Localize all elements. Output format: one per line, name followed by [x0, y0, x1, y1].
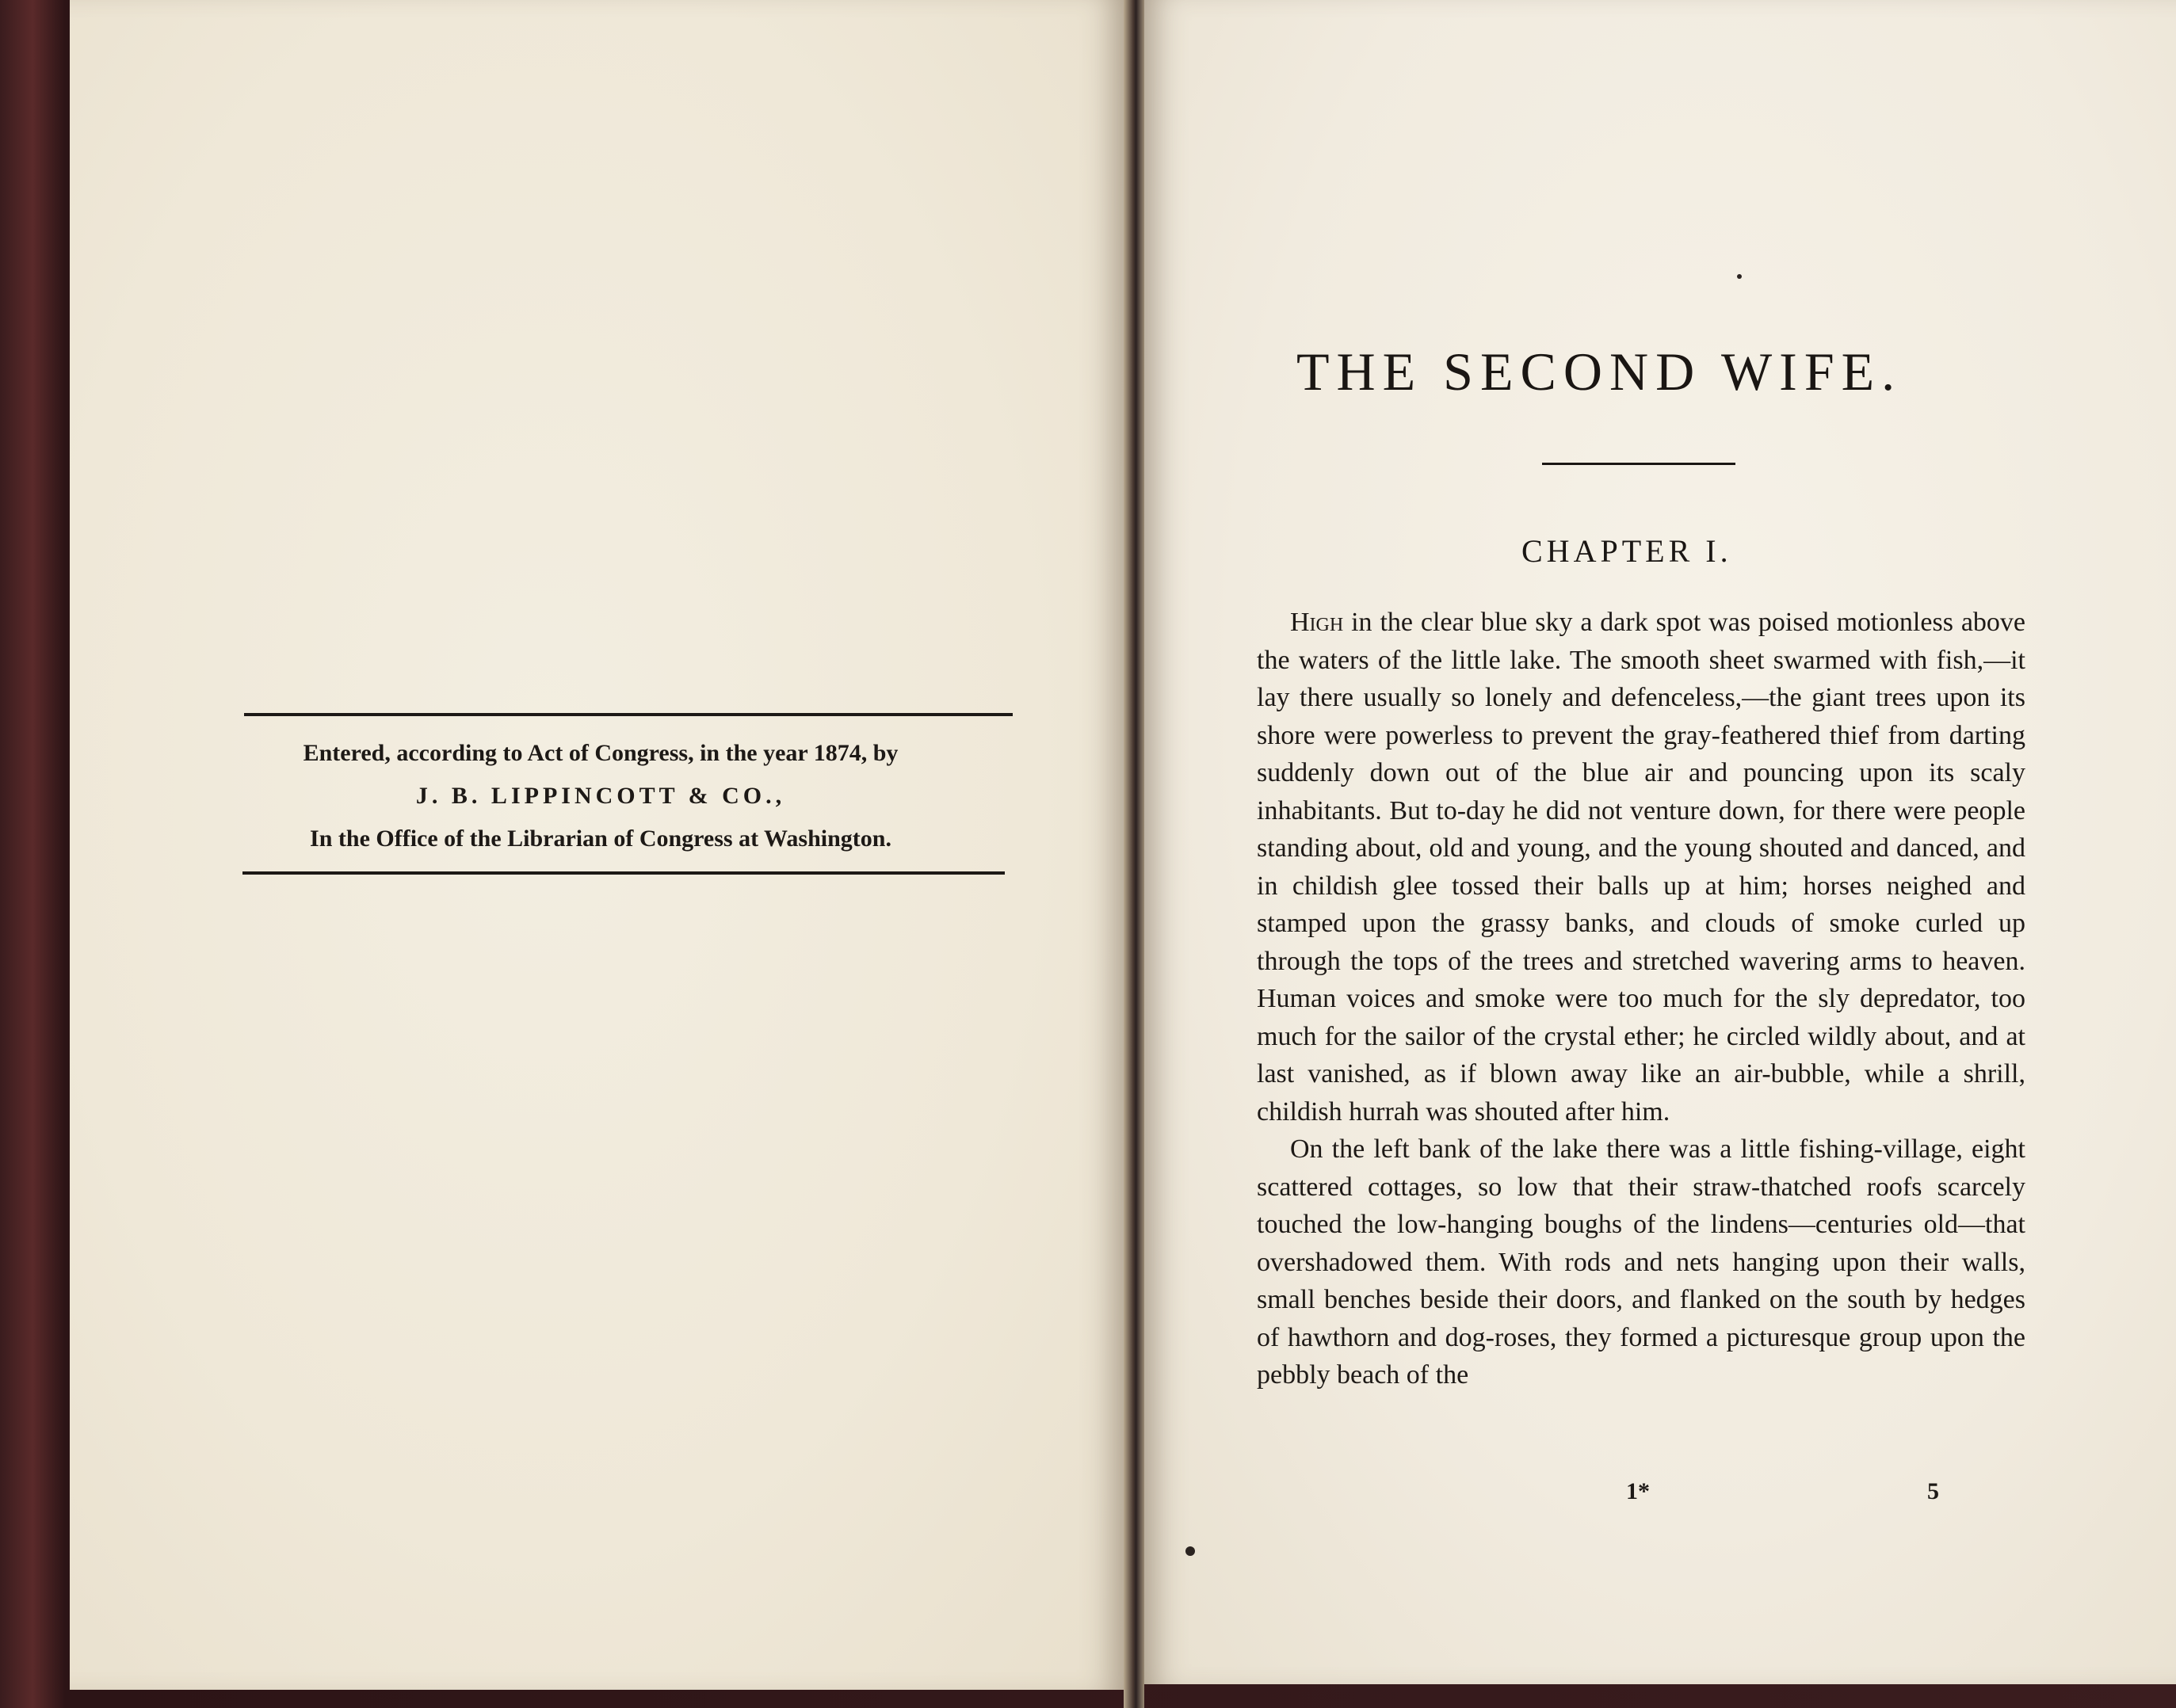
chapter-body [1257, 604, 2025, 1394]
chapter-heading: CHAPTER I. [1521, 533, 1732, 569]
imprint-line-office: In the Office of the Librarian of Congress at Washington. [310, 825, 891, 852]
page-number: 5 [1927, 1478, 1939, 1504]
show-through-text [363, 119, 1076, 196]
book-gutter [1124, 0, 1144, 1708]
title-rule [1542, 463, 1735, 465]
paragraph-1-text: in the clear blue sky a dark spot was poised motionless above the waters of the little lake. The smooth sheet swarmed with fish,—it lay there usually so lonely and defenceless,—the giant trees upon its shore were powerless to prevent the gray-feathered thief from darting suddenly down out of the blue air and pouncing upon its scaly inhabitants. But to-day he did not venture down, for there were people standing about, old and young, and the young shouted and danced, and in childish glee tossed their balls up at him; horses neighed and stamped upon the grassy banks, and clouds of smoke curled up through the tops of the trees and stretched wavering arms to heaven. Human voices and smoke were too much for the sly depredator, too much for the sailor of the crystal ether; he circled wildly about, and at last vanished, as if blown away like an air-bubble, while a shrill, childish hurrah was shouted after him. [1257, 608, 2025, 1127]
imprint-top-rule [244, 713, 1013, 716]
book-title: THE SECOND WIFE. [1296, 341, 1903, 402]
imprint-bottom-rule [242, 871, 1005, 875]
paragraph-1 [1257, 604, 2025, 1130]
copyright-imprint [244, 713, 1013, 878]
imprint-line-publisher: J. B. LIPPINCOTT & CO., [415, 783, 786, 809]
ink-spot [1185, 1546, 1195, 1556]
ink-spot [1737, 274, 1742, 279]
imprint-line-entered: Entered, according to Act of Congress, in the year 1874, by [303, 740, 899, 766]
paragraph-2 [1257, 1130, 2025, 1394]
signature-mark: 1* [1626, 1478, 1650, 1504]
paragraph-1-lead: High [1290, 608, 1344, 637]
paragraph-2-text: On the left bank of the lake there was a little fishing-village, eight scattered cottages, so low that their straw-thatched roofs scarcely touched the low-hanging boughs of the lindens—centuries old—that overshadowed them. With rods and nets hanging upon their walls, small benches beside their doors, and flanked on the south by hedges of hawthorn and dog-roses, they formed a picturesque group upon the pebbly beach of the [1257, 1134, 2025, 1390]
